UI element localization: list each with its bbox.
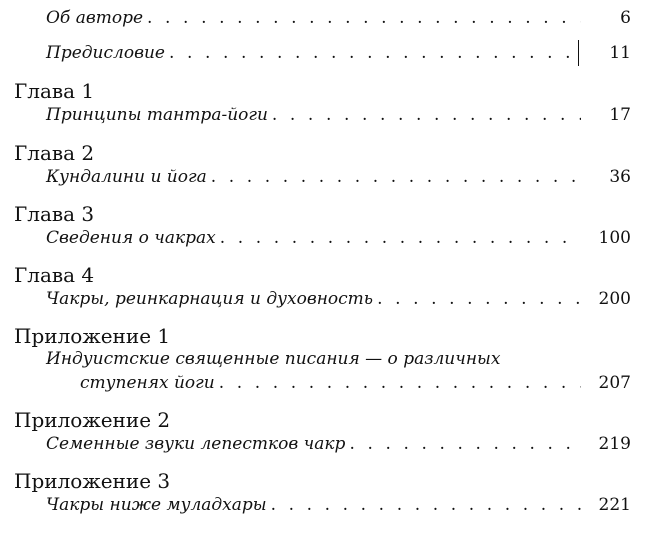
dot-leader [271, 493, 581, 517]
toc-page-number: 219 [598, 434, 631, 454]
toc-entry-about-author[interactable] [46, 6, 581, 30]
dot-leader [349, 432, 581, 456]
toc-page-number: 6 [620, 8, 631, 28]
toc-entry-appendix-1[interactable] [80, 371, 581, 395]
toc-page-number: 221 [598, 495, 631, 515]
dot-leader [272, 103, 581, 127]
toc-entry-title: Семенные звуки лепестков чакр [46, 434, 346, 454]
chapter-heading: Глава 3 [14, 202, 95, 226]
chapter-heading: Глава 2 [14, 141, 95, 165]
toc-page-number: 11 [609, 43, 631, 63]
toc-entry-title: Сведения о чакрах [46, 228, 216, 248]
toc-entry-appendix-2[interactable] [46, 432, 581, 456]
dot-leader [147, 6, 581, 30]
toc-page-number: 100 [598, 228, 631, 248]
toc-entry-chapter-2[interactable] [46, 165, 581, 189]
toc-entry-title: Чакры, реинкарнация и духовность [46, 289, 374, 309]
toc-entry-title-line[interactable]: Индуистские священные писания — о различных [46, 349, 501, 369]
toc-entry-title: Принципы тантра-йоги [46, 105, 268, 125]
chapter-heading: Глава 1 [14, 79, 95, 103]
dot-leader [211, 165, 581, 189]
toc-entry-preface[interactable] [46, 41, 581, 65]
toc-entry-title: ступенях йоги [80, 373, 215, 393]
toc-entry-appendix-3[interactable] [46, 493, 581, 517]
toc-entry-title: Об авторе [46, 8, 144, 28]
toc-page-number: 36 [609, 167, 631, 187]
toc-entry-title: Предисловие [46, 43, 165, 63]
appendix-heading: Приложение 2 [14, 408, 171, 432]
appendix-heading: Приложение 3 [14, 469, 171, 493]
toc-entry-title: Чакры ниже муладхары [46, 495, 267, 515]
toc-page-number: 17 [609, 105, 631, 125]
toc-entry-title: Кундалини и йога [46, 167, 207, 187]
appendix-heading: Приложение 1 [14, 324, 171, 348]
dot-leader [377, 287, 581, 311]
dot-leader [169, 41, 581, 65]
toc-page-number: 207 [598, 373, 631, 393]
toc-entry-chapter-1[interactable] [46, 103, 581, 127]
chapter-heading: Глава 4 [14, 263, 95, 287]
toc-entry-chapter-4[interactable] [46, 287, 581, 311]
dot-leader [219, 371, 581, 395]
toc-page-number: 200 [598, 289, 631, 309]
toc-entry-chapter-3[interactable] [46, 226, 581, 250]
dot-leader [220, 226, 581, 250]
